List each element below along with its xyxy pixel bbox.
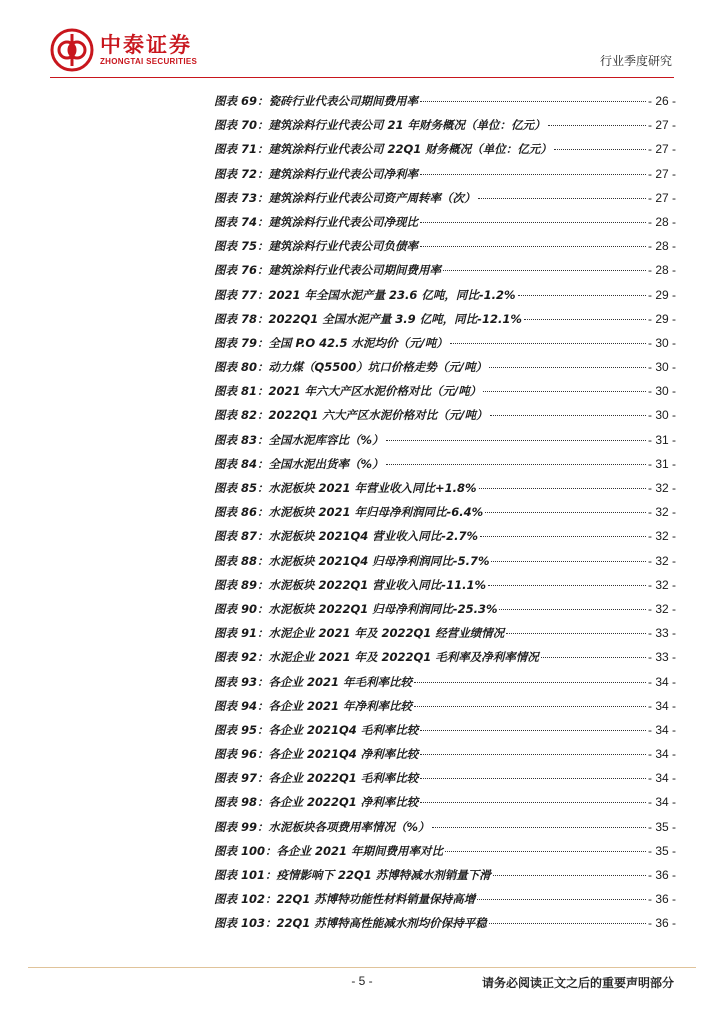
toc-entry[interactable] [214, 867, 676, 891]
toc-entry-label: 图表 99：水泥板块各项费用率情况（%） [214, 819, 430, 834]
toc-entry-label: 图表 84：全国水泥出货率（%） [214, 456, 384, 471]
toc-entry[interactable] [214, 480, 676, 504]
toc-entry-label: 图表 91：水泥企业 2021 年及 2022Q1 经营业绩情况 [214, 626, 505, 641]
zhongtai-logo-icon [50, 28, 94, 72]
logo-chinese-name: 中泰证券 [100, 32, 192, 57]
toc-entry[interactable] [214, 625, 676, 649]
toc-entry[interactable] [214, 698, 676, 722]
toc-entry-label: 图表 86：水泥板块 2021 年归母净利润同比-6.4% [214, 505, 484, 520]
toc-entry[interactable] [214, 407, 676, 431]
toc-entry[interactable] [214, 891, 676, 915]
toc-entry[interactable] [214, 746, 676, 770]
toc-leader-dots [386, 464, 646, 465]
toc-entry-page: - 27 - [647, 118, 676, 133]
toc-entry-page: - 33 - [647, 650, 676, 665]
toc-entry[interactable] [214, 190, 676, 214]
toc-entry[interactable] [214, 93, 676, 117]
toc-leader-dots [445, 851, 646, 852]
toc-entry[interactable] [214, 262, 676, 286]
toc-entry-label: 图表 79：全国 P.O 42.5 水泥均价（元/吨） [214, 335, 448, 350]
toc-entry-page: - 27 - [647, 190, 676, 205]
toc-leader-dots [420, 730, 646, 731]
page-header [0, 0, 724, 80]
toc-entry[interactable] [214, 214, 676, 238]
toc-entry-label: 图表 74：建筑涂料行业代表公司净现比 [214, 214, 419, 229]
toc-entry[interactable] [214, 117, 676, 141]
toc-leader-dots [480, 536, 646, 537]
toc-leader-dots [420, 246, 646, 247]
toc-entry-label: 图表 95：各企业 2021Q4 毛利率比较 [214, 722, 419, 737]
toc-entry-label: 图表 88：水泥板块 2021Q4 归母净利润同比-5.7% [214, 553, 490, 568]
toc-leader-dots [414, 682, 646, 683]
toc-entry-label: 图表 97：各企业 2022Q1 毛利率比较 [214, 771, 419, 786]
toc-entry-page: - 27 - [647, 142, 676, 157]
toc-entry[interactable] [214, 843, 676, 867]
toc-leader-dots [548, 125, 646, 126]
toc-leader-dots [386, 440, 646, 441]
toc-entry[interactable] [214, 504, 676, 528]
toc-entry[interactable] [214, 383, 676, 407]
toc-leader-dots [518, 295, 646, 296]
toc-leader-dots [524, 319, 646, 320]
toc-entry-page: - 26 - [647, 94, 676, 108]
toc-entry-label: 图表 87：水泥板块 2021Q4 营业收入同比-2.7% [214, 529, 478, 544]
toc-entry[interactable] [214, 238, 676, 262]
toc-entry[interactable] [214, 287, 676, 311]
footer-divider [28, 967, 696, 968]
toc-entry-page: - 30 - [647, 360, 676, 375]
toc-entry[interactable] [214, 166, 676, 190]
toc-leader-dots [489, 367, 646, 368]
toc-entry-label: 图表 103：22Q1 苏博特高性能减水剂均价保持平稳 [214, 916, 487, 931]
toc-entry-page: - 32 - [647, 553, 676, 568]
toc-entry-label: 图表 89：水泥板块 2022Q1 营业收入同比-11.1% [214, 577, 486, 592]
toc-leader-dots [420, 754, 646, 755]
toc-entry[interactable] [214, 432, 676, 456]
toc-leader-dots [506, 633, 646, 634]
toc-entry[interactable] [214, 915, 676, 939]
toc-entry-page: - 35 - [647, 819, 676, 834]
toc-entry-label: 图表 71：建筑涂料行业代表公司 22Q1 财务概况（单位：亿元） [214, 142, 552, 157]
toc-entry-label: 图表 98：各企业 2022Q1 净利率比较 [214, 795, 419, 810]
toc-entry-label: 图表 100：各企业 2021 年期间费用率对比 [214, 843, 444, 858]
toc-entry-label: 图表 83：全国水泥库容比（%） [214, 432, 384, 447]
toc-leader-dots [488, 585, 646, 586]
toc-leader-dots [420, 778, 646, 779]
toc-entry-page: - 34 - [647, 795, 676, 810]
toc-entry-label: 图表 70：建筑涂料行业代表公司 21 年财务概况（单位：亿元） [214, 118, 546, 133]
toc-leader-dots [489, 923, 646, 924]
toc-entry-label: 图表 94：各企业 2021 年净利率比较 [214, 698, 413, 713]
toc-leader-dots [420, 802, 646, 803]
toc-entry-label: 图表 76：建筑涂料行业代表公司期间费用率 [214, 263, 442, 278]
toc-entry-page: - 30 - [647, 384, 676, 399]
toc-leader-dots [450, 343, 646, 344]
toc-entry-page: - 29 - [647, 287, 676, 302]
toc-leader-dots [485, 512, 646, 513]
toc-entry-label: 图表 73：建筑涂料行业代表公司资产周转率（次） [214, 190, 476, 205]
report-type: 行业季度研究 [599, 54, 672, 68]
toc-entry-page: - 34 - [647, 698, 676, 713]
toc-entry-label: 图表 72：建筑涂料行业代表公司净利率 [214, 166, 419, 181]
toc-entry-page: - 28 - [647, 263, 676, 278]
toc-leader-dots [420, 174, 646, 175]
toc-entry-page: - 32 - [647, 601, 676, 616]
toc-entry-page: - 27 - [647, 166, 676, 181]
toc-leader-dots [541, 657, 646, 658]
toc-entry-label: 图表 81：2021 年六大产区水泥价格对比（元/吨） [214, 384, 482, 399]
toc-entry-label: 图表 93：各企业 2021 年毛利率比较 [214, 674, 413, 689]
toc-entry-label: 图表 85：水泥板块 2021 年营业收入同比+1.8% [214, 481, 477, 495]
toc-entry[interactable] [214, 359, 676, 383]
toc-entry-page: - 36 - [647, 892, 676, 907]
header-divider [50, 77, 674, 78]
toc-entry[interactable] [214, 794, 676, 818]
toc-entry-page: - 31 - [647, 432, 676, 447]
toc-entry-page: - 28 - [647, 239, 676, 254]
toc-entry[interactable] [214, 311, 676, 335]
toc-entry-page: - 32 - [647, 529, 676, 544]
toc-entry[interactable] [214, 674, 676, 698]
table-of-figures [214, 93, 676, 940]
toc-entry-label: 图表 80：动力煤（Q5500）坑口价格走势（元/吨） [214, 360, 487, 375]
toc-entry-page: - 32 - [647, 577, 676, 592]
toc-leader-dots [490, 415, 646, 416]
toc-entry[interactable] [214, 577, 676, 601]
toc-leader-dots [414, 706, 646, 707]
toc-entry-page: - 33 - [647, 626, 676, 641]
page-number: - 5 - [351, 974, 373, 988]
toc-entry-label: 图表 90：水泥板块 2022Q1 归母净利润同比-25.3% [214, 601, 498, 616]
toc-leader-dots [477, 899, 646, 900]
toc-entry-label: 图表 92：水泥企业 2021 年及 2022Q1 毛利率及净利率情况 [214, 650, 539, 665]
toc-entry-label: 图表 77：2021 年全国水泥产量 23.6 亿吨，同比-1.2% [214, 287, 516, 302]
logo-english-name: ZHONGTAI SECURITIES [100, 56, 198, 66]
toc-entry[interactable] [214, 770, 676, 794]
toc-entry-page: - 30 - [647, 335, 676, 350]
toc-entry-label: 图表 101：疫情影响下 22Q1 苏博特减水剂销量下滑 [214, 868, 491, 882]
toc-entry-label: 图表 75：建筑涂料行业代表公司负债率 [214, 239, 419, 254]
toc-entry-page: - 29 - [647, 311, 676, 326]
toc-entry-page: - 31 - [647, 456, 676, 471]
toc-entry-page: - 30 - [647, 408, 676, 423]
toc-leader-dots [483, 391, 646, 392]
toc-entry-label: 图表 96：各企业 2021Q4 净利率比较 [214, 747, 419, 762]
toc-entry[interactable] [214, 528, 676, 552]
toc-entry[interactable] [214, 649, 676, 673]
toc-entry[interactable] [214, 601, 676, 625]
toc-leader-dots [478, 198, 646, 199]
toc-entry-label: 图表 69：瓷砖行业代表公司期间费用率 [214, 94, 419, 108]
toc-entry-page: - 34 - [647, 747, 676, 762]
toc-entry[interactable] [214, 335, 676, 359]
toc-leader-dots [443, 270, 646, 271]
toc-leader-dots [479, 488, 646, 489]
toc-entry-page: - 32 - [647, 481, 676, 495]
toc-leader-dots [491, 561, 646, 562]
toc-leader-dots [554, 149, 646, 150]
toc-entry[interactable] [214, 819, 676, 843]
zhongtai-logo [50, 28, 197, 72]
toc-leader-dots [432, 827, 646, 828]
toc-entry[interactable] [214, 722, 676, 746]
toc-entry[interactable] [214, 456, 676, 480]
toc-entry-page: - 36 - [647, 916, 676, 931]
toc-entry[interactable] [214, 553, 676, 577]
toc-leader-dots [420, 222, 646, 223]
toc-entry-page: - 34 - [647, 674, 676, 689]
toc-leader-dots [493, 875, 646, 876]
toc-leader-dots [499, 609, 646, 610]
toc-entry-page: - 32 - [647, 505, 676, 520]
toc-entry-label: 图表 102：22Q1 苏博特功能性材料销量保持高增 [214, 892, 476, 907]
disclaimer: 请务必阅读正文之后的重要声明部分 [481, 976, 674, 990]
toc-leader-dots [420, 101, 646, 102]
toc-entry-page: - 34 - [647, 722, 676, 737]
toc-entry-page: - 28 - [647, 214, 676, 229]
toc-entry-page: - 34 - [647, 771, 676, 786]
toc-entry-page: - 35 - [647, 843, 676, 858]
toc-entry-label: 图表 82：2022Q1 六大产区水泥价格对比（元/吨） [214, 408, 488, 423]
toc-entry[interactable] [214, 141, 676, 165]
toc-entry-label: 图表 78：2022Q1 全国水泥产量 3.9 亿吨，同比-12.1% [214, 311, 522, 326]
toc-entry-page: - 36 - [647, 868, 676, 882]
